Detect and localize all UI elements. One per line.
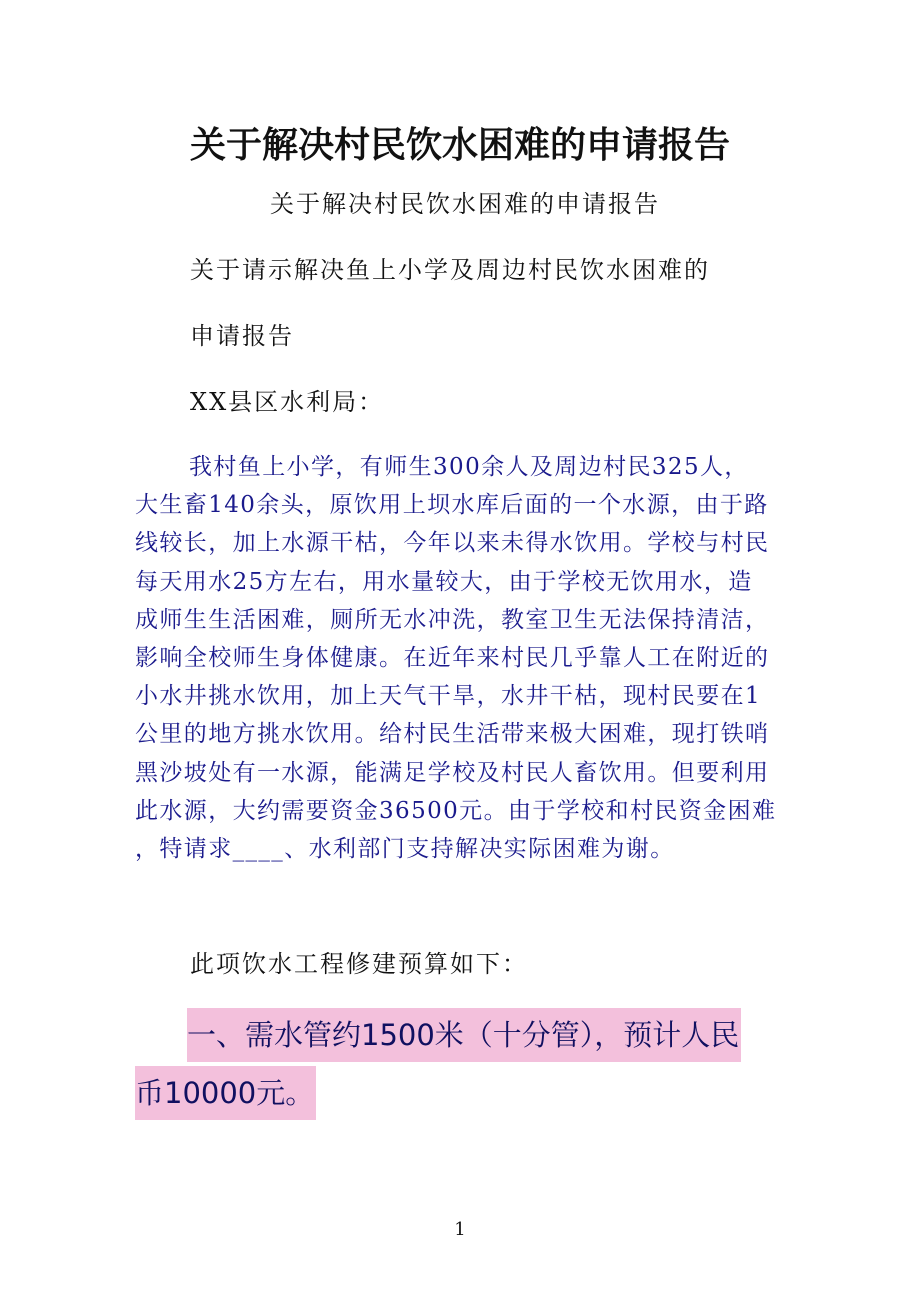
body-line: ，特请求____、水利部门支持解决实际困难为谢。 bbox=[135, 836, 675, 863]
report-heading-line-1: 关于请示解决鱼上小学及周边村民饮水困难的 bbox=[190, 256, 710, 284]
budget-item-highlight bbox=[135, 1008, 785, 1124]
document-title: 关于解决村民饮水困难的申请报告 bbox=[189, 125, 730, 166]
body-line: 大生畜140余头，原饮用上坝水库后面的一个水源，由于路 bbox=[135, 492, 769, 519]
body-line: 黑沙坡处有一水源，能满足学校及村民人畜饮用。但要利用 bbox=[135, 759, 770, 786]
body-line: 小水井挑水饮用，加上天气干旱，水井干枯，现村民要在1 bbox=[135, 683, 762, 710]
addressee: XX县区水利局： bbox=[190, 388, 385, 416]
budget-item-line-1: 一、需水管约1500米（十分管），预计人民 bbox=[187, 1008, 741, 1062]
document-subtitle: 关于解决村民饮水困难的申请报告 bbox=[270, 190, 660, 218]
budget-item-line-2: 币10000元。 bbox=[135, 1066, 316, 1120]
page-number: 1 bbox=[454, 1219, 466, 1240]
report-heading-line-2: 申请报告 bbox=[190, 322, 294, 350]
body-line: 成师生生活困难，厕所无水冲洗，教室卫生无法保持清洁， bbox=[135, 606, 770, 633]
body-line: 我村鱼上小学，有师生300余人及周边村民325人， bbox=[189, 454, 749, 480]
body-line: 此水源，大约需要资金36500元。由于学校和村民资金困难 bbox=[135, 797, 777, 824]
body-line: 线较长，加上水源干枯，今年以来未得水饮用。学校与村民 bbox=[135, 530, 770, 557]
body-line: 每天用水25方左右，用水量较大，由于学校无饮用水，造 bbox=[135, 568, 753, 595]
body-paragraph bbox=[135, 448, 785, 868]
body-line: 影响全校师生身体健康。在近年来村民几乎靠人工在附近的 bbox=[135, 645, 770, 672]
budget-intro: 此项饮水工程修建预算如下： bbox=[190, 950, 528, 978]
body-line: 公里的地方挑水饮用。给村民生活带来极大困难，现打铁哨 bbox=[135, 721, 770, 748]
